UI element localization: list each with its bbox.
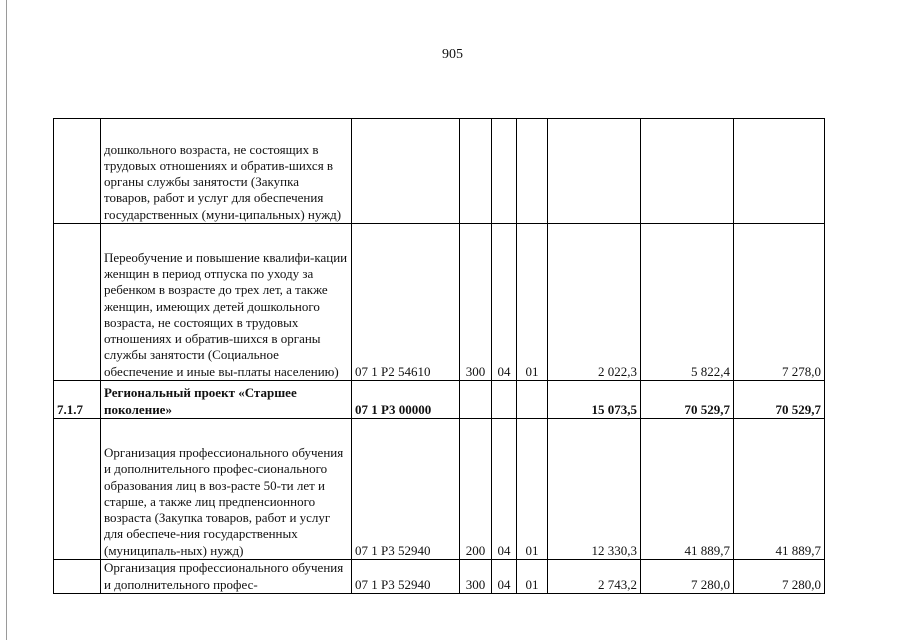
row-value-1 <box>548 119 641 224</box>
row-value-2 <box>641 119 734 224</box>
row-code: 07 1 Р3 00000 <box>352 381 460 419</box>
row-vr: 300 <box>460 224 492 381</box>
row-rz <box>492 119 517 224</box>
row-value-1: 2 743,2 <box>548 560 641 594</box>
row-vr <box>460 381 492 419</box>
table-row <box>54 560 825 594</box>
row-number <box>54 224 101 381</box>
row-value-2: 70 529,7 <box>641 381 734 419</box>
page-number: 905 <box>442 47 463 62</box>
table-row <box>54 224 825 381</box>
table-row <box>54 419 825 560</box>
row-value-1: 15 073,5 <box>548 381 641 419</box>
row-value-3 <box>734 119 825 224</box>
row-vr: 300 <box>460 560 492 594</box>
row-name: Переобучение и повышение квалифи-кации женщин в период отпуска по уходу за ребенком в возрасте до трех лет, а также женщин, имеющих детей дошкольного возраста, не состоящих в трудовых отношениях и обратив-шихся в органы службы занятости (Социальное обеспечение и иные вы-платы населению) <box>101 224 352 381</box>
row-code: 07 1 Р3 52940 <box>352 560 460 594</box>
row-value-3: 41 889,7 <box>734 419 825 560</box>
row-value-3: 7 280,0 <box>734 560 825 594</box>
row-vr: 200 <box>460 419 492 560</box>
row-code: 07 1 Р2 54610 <box>352 224 460 381</box>
row-number: 7.1.7 <box>54 381 101 419</box>
row-value-2: 5 822,4 <box>641 224 734 381</box>
row-rz: 04 <box>492 560 517 594</box>
row-value-3: 70 529,7 <box>734 381 825 419</box>
row-value-1: 2 022,3 <box>548 224 641 381</box>
row-name: Организация профессионального обучения и дополнительного профес-сионального образования лиц в воз-расте 50-ти лет и старше, а также лиц предпенсионного возраста (Закупка товаров, работ и услуг для обеспече-ния государственных (муниципаль-ных) нужд) <box>101 419 352 560</box>
row-code <box>352 119 460 224</box>
row-value-1: 12 330,3 <box>548 419 641 560</box>
row-rz <box>492 381 517 419</box>
row-value-2: 7 280,0 <box>641 560 734 594</box>
row-pr: 01 <box>517 419 548 560</box>
table-row <box>54 119 825 224</box>
page-left-edge <box>6 0 7 640</box>
row-name: Региональный проект «Старшее поколение» <box>101 381 352 419</box>
row-value-2: 41 889,7 <box>641 419 734 560</box>
row-pr: 01 <box>517 224 548 381</box>
row-code: 07 1 Р3 52940 <box>352 419 460 560</box>
row-name: Организация профессионального обучения и дополнительного профес- <box>101 560 352 594</box>
row-rz: 04 <box>492 419 517 560</box>
row-number <box>54 560 101 594</box>
row-rz: 04 <box>492 224 517 381</box>
row-pr <box>517 381 548 419</box>
row-pr: 01 <box>517 560 548 594</box>
row-number <box>54 419 101 560</box>
row-pr <box>517 119 548 224</box>
row-vr <box>460 119 492 224</box>
budget-table <box>53 118 825 594</box>
row-value-3: 7 278,0 <box>734 224 825 381</box>
row-name: дошкольного возраста, не состоящих в трудовых отношениях и обратив-шихся в органы службы занятости (Закупка товаров, работ и услуг для обеспечения государственных (муни-ципальных) нужд) <box>101 119 352 224</box>
row-number <box>54 119 101 224</box>
table-row <box>54 381 825 419</box>
